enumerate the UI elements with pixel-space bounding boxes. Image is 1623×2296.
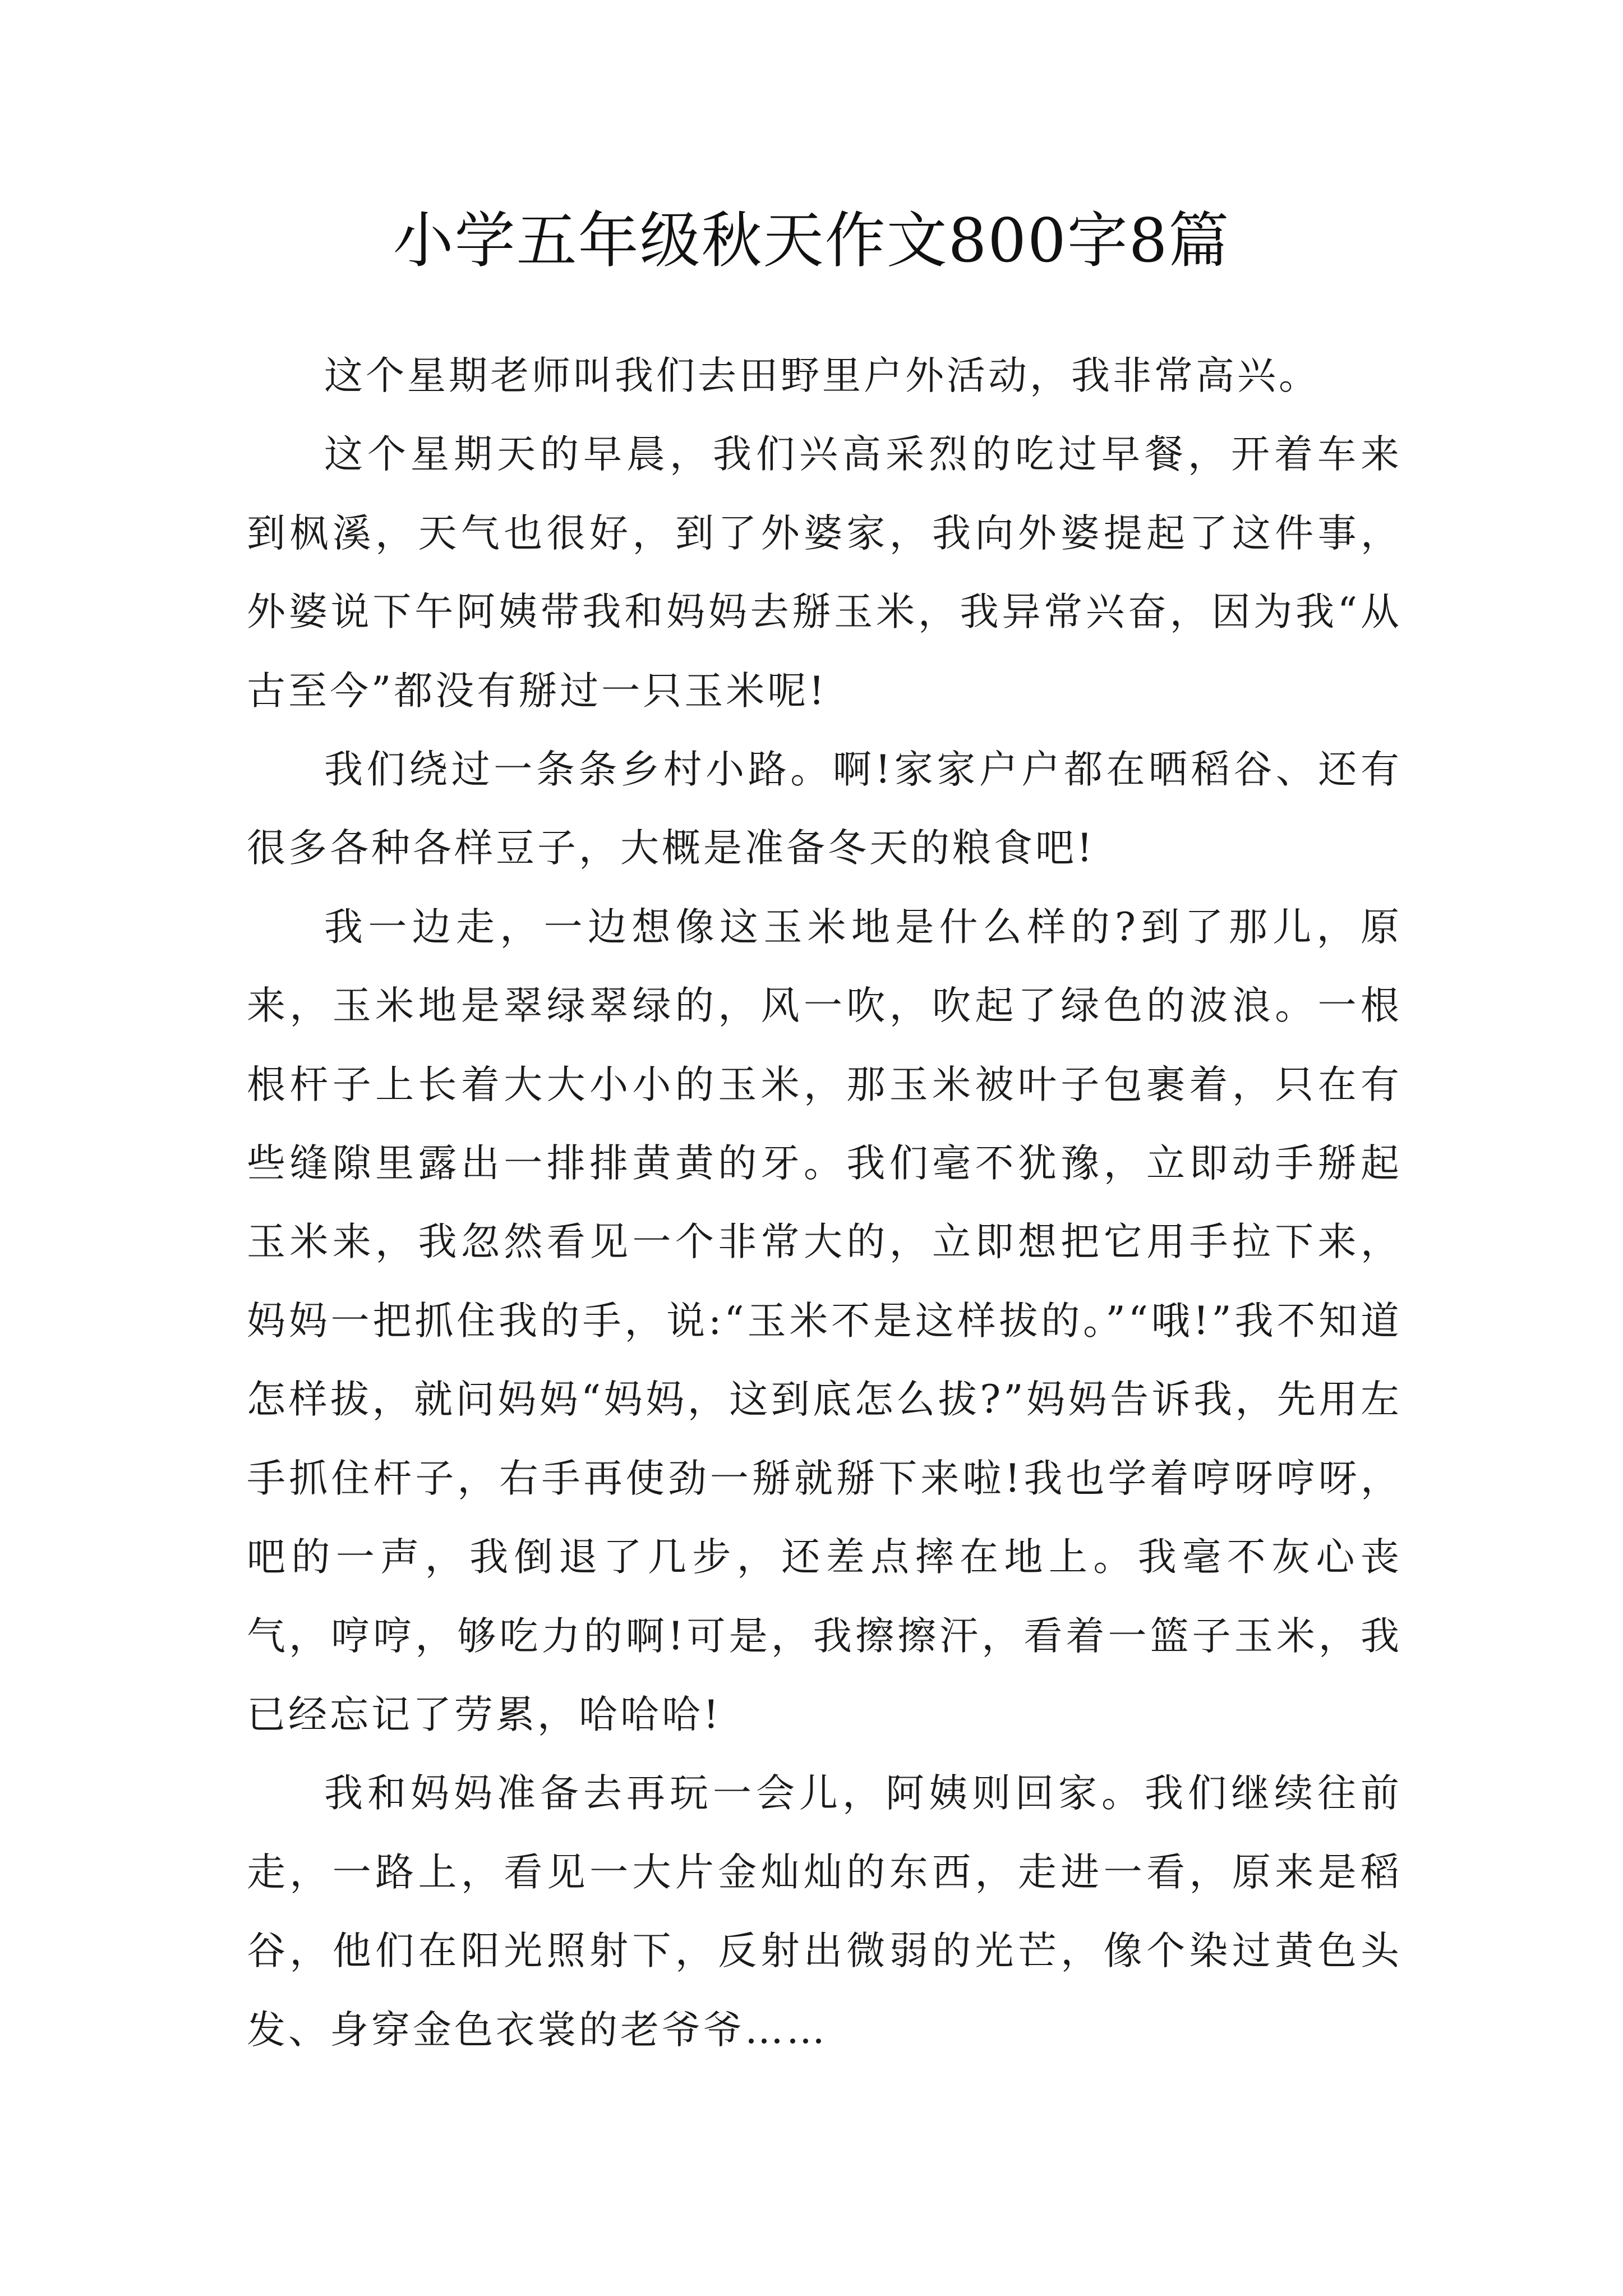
paragraph-4: 我一边走，一边想像这玉米地是什么样的?到了那儿，原来，玉米地是翠绿翠绿的，风一吹，吹起了绿色的波浪。一根根杆子上长着大大小小的玉米，那玉米被叶子包裹着，只在有些缝隙里露出一排排黄黄的牙。我们毫不犹豫，立即动手掰起玉米来，我忽然看见一个非常大的，立即想把它用手拉下来，妈妈一把抓住我的手，说:“玉米不是这样拔的。”“哦!”我不知道怎样拔，就问妈妈“妈妈，这到底怎么拔?”妈妈告诉我，先用左手抓住杆子，右手再使劲一掰就掰下来啦!我也学着哼呀哼呀，吧的一声，我倒退了几步，还差点摔在地上。我毫不灰心丧气，哼哼，够吃力的啊!可是，我擦擦汗，看着一篮子玉米，我已经忘记了劳累，哈哈哈! xyxy=(247,904,1402,1737)
paragraph-1: 这个星期老师叫我们去田野里户外活动，我非常高兴。 xyxy=(324,353,1320,398)
paragraph-2: 这个星期天的早晨，我们兴高采烈的吃过早餐，开着车来到枫溪，天气也很好，到了外婆家，我向外婆提起了这件事，外婆说下午阿姨带我和妈妈去掰玉米，我异常兴奋，因为我“从古至今”都没有掰过一只玉米呢! xyxy=(247,432,1402,714)
document-title: 小学五年级秋天作文800字8篇 xyxy=(393,206,1230,276)
paragraph-5: 我和妈妈准备去再玩一会儿，阿姨则回家。我们继续往前走，一路上，看见一大片金灿灿的东西，走进一看，原来是稻谷，他们在阳光照射下，反射出微弱的光芒，像个染过黄色头发、身穿金色衣裳的老爷爷…… xyxy=(247,1771,1402,2053)
paragraph-3: 我们绕过一条条乡村小路。啊!家家户户都在晒稻谷、还有很多各种各样豆子，大概是准备冬天的粮食吧! xyxy=(247,747,1402,871)
document-body xyxy=(247,337,1402,2069)
